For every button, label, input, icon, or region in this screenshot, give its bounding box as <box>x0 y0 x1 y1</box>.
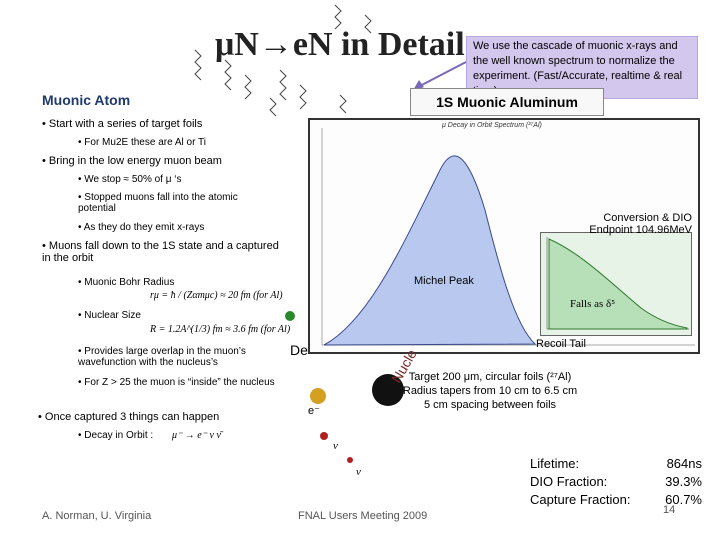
bullet-xrays: • As they do they emit x-rays <box>78 222 205 233</box>
callout-note: We use the cascade of muonic x-rays and the well known spectrum to normalize the experiment. (Fast/Accurate, realtime & real <box>466 36 698 99</box>
antineutrino-label: ν <box>356 466 361 478</box>
bullet-atomic-potential: • Stopped muons fall into the atomic potential <box>78 192 238 214</box>
electron-label: e⁻ <box>308 405 320 417</box>
bullet-three-things: • Once captured 3 things can happen <box>38 411 220 423</box>
muon-fate-stats <box>530 455 702 509</box>
lifetime-label: Lifetime: <box>530 456 580 471</box>
conversion-label: Conversion & DIO Endpoint 104.96MeV <box>589 212 692 236</box>
bullet-1s-state: • Muons fall down to the 1S state and a captured in the orbit <box>42 240 279 264</box>
plot-title: 1S Muonic Aluminum <box>410 88 604 116</box>
capture-fraction-value: 60.7% <box>665 492 702 507</box>
neutrino-label: ν <box>333 440 338 452</box>
inset-curve <box>541 233 691 335</box>
section-header: Muonic Atom <box>42 92 131 108</box>
michel-peak-label: Michel Peak <box>414 275 474 287</box>
bullet-overlap: • Provides large overlap in the muon’s wavefunction with the nucleus’s <box>78 346 246 368</box>
recoil-tail-label: Recoil Tail <box>536 338 586 350</box>
plot-caption: μ Decay in Orbit Spectrum (²⁷Al) <box>442 122 542 129</box>
capture-fraction-label: Capture Fraction: <box>530 492 631 507</box>
bohr-formula: rμ = ħ / (Zαmμc) ≈ 20 fm (for Al) <box>150 290 283 301</box>
slide-title: μN→eN in Detail <box>215 26 465 63</box>
atom-illustration <box>280 310 420 490</box>
decay-partial-label: De <box>290 342 308 358</box>
endpoint-inset-plot <box>540 232 692 336</box>
nuclear-formula: R = 1.2A^(1/3) fm ≈ 3.6 fm (for Al) <box>150 324 291 335</box>
bullet-muon-beam: • Bring in the low energy muon beam <box>42 155 222 167</box>
bullet-decay-in-orbit: • Decay in Orbit : <box>78 430 154 441</box>
target-description: Target 200 μm, circular foils (²⁷Al) Radius tapers from 10 cm to 6.5 cm 5 cm spacing between foils <box>402 371 578 411</box>
page-number: 14 <box>663 504 676 516</box>
dio-fraction-value: 39.3% <box>665 474 702 489</box>
bullet-bohr-radius: • Muonic Bohr Radius <box>78 277 175 288</box>
falls-label: Falls as δ⁵ <box>570 298 616 310</box>
bullet-inside-nucleus: • For Z > 25 the muon is “inside” the nucleus <box>78 377 275 388</box>
footer-meeting: FNAL Users Meeting 2009 <box>298 510 428 522</box>
bullet-stop-fraction: • We stop ≈ 50% of μ ‘s <box>78 174 182 185</box>
dio-fraction-label: DIO Fraction: <box>530 474 608 489</box>
bullet-al-ti: • For Mu2E these are Al or Ti <box>78 137 206 148</box>
decay-formula: μ⁻ → e⁻ ν ν̄ <box>172 430 221 441</box>
lifetime-value: 864ns <box>666 456 702 471</box>
bullet-target-foils: • Start with a series of target foils <box>42 118 203 130</box>
nucleus-partial-label: Nucle <box>388 346 420 386</box>
bullet-nuclear-size: • Nuclear Size <box>78 310 141 321</box>
footer-author: A. Norman, U. Virginia <box>42 510 152 522</box>
